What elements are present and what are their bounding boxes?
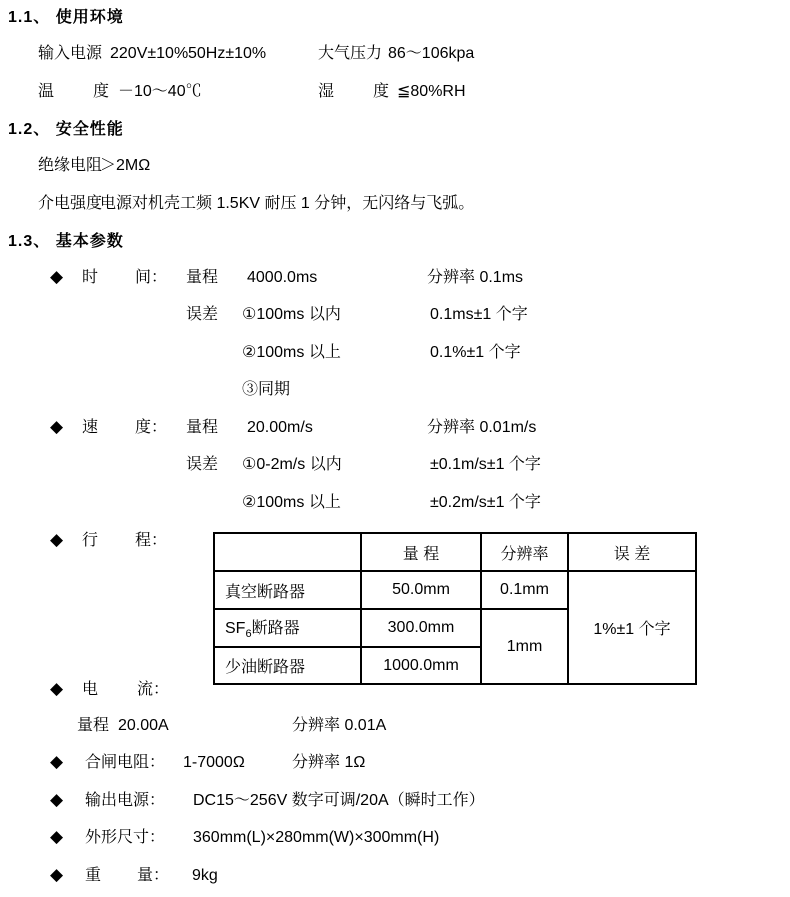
- diamond-bullet-icon: ◆: [50, 752, 64, 771]
- dielectric-label: 介电强度: [38, 195, 103, 212]
- diamond-bullet-icon: ◆: [50, 865, 64, 884]
- weight-label-a: 重: [85, 867, 102, 884]
- dimensions-value: 360mm(L)×280mm(W)×300mm(H): [193, 829, 440, 846]
- time-error-label: 误差: [186, 306, 219, 323]
- speed-label-a: 速: [82, 419, 99, 436]
- time-range-label: 量程: [186, 269, 219, 286]
- diamond-bullet-icon: ◆: [50, 827, 64, 846]
- input-power-label: 输入电源: [38, 45, 103, 62]
- humidity-value: ≦80%RH: [397, 83, 466, 100]
- breaker-name-cell: $SF_6$断路器: [214, 609, 361, 647]
- diamond-bullet-icon: ◆: [50, 417, 64, 436]
- range-cell: 50.0mm: [361, 571, 481, 609]
- dimensions-label: 外形尺寸：: [85, 829, 166, 846]
- current-range-label: 量程: [77, 717, 110, 734]
- time-error2: ②100ms 以上: [242, 344, 341, 361]
- diamond-bullet-icon: ◆: [50, 790, 64, 809]
- resolution-cell: 0.1mm: [481, 571, 568, 609]
- diamond-bullet-icon: ◆: [50, 530, 64, 549]
- travel-spec-table: [213, 532, 697, 685]
- insulation-label: 绝缘电阻: [38, 157, 103, 174]
- error-merged-cell: 1%±1 个字: [568, 571, 696, 684]
- range-cell: 1000.0mm: [361, 647, 481, 684]
- dielectric-value: 电源对机壳工频 1.5KV 耐压 1 分钟，无闪络与飞弧。: [100, 195, 475, 212]
- travel-label-a: 行: [82, 532, 99, 549]
- closing-resistor-value: 1-7000Ω: [183, 754, 245, 771]
- resolution-merged-cell: 1mm: [481, 609, 568, 684]
- humidity-label-b: 度: [373, 83, 390, 100]
- weight-label-b: 量：: [137, 867, 170, 884]
- time-error1: ①100ms 以内: [242, 306, 341, 323]
- section-1-2-heading: 1.2、 安全性能: [8, 121, 124, 138]
- diamond-bullet-icon: ◆: [50, 679, 64, 698]
- speed-label-b: 度：: [135, 419, 168, 436]
- current-label-a: 电: [82, 681, 99, 698]
- speed-error1: ①0-2m/s 以内: [242, 456, 342, 473]
- temp-label-a: 温: [38, 83, 55, 100]
- pressure-label: 大气压力: [318, 45, 383, 62]
- time-resolution: 分辨率 0.1ms: [427, 269, 524, 286]
- travel-label-b: 程：: [135, 532, 168, 549]
- time-error2-value: 0.1%±1 个字: [430, 344, 521, 361]
- input-power-frequency: 50Hz±10%: [188, 45, 267, 62]
- diamond-bullet-icon: ◆: [50, 267, 64, 286]
- speed-range-value: 20.00m/s: [247, 419, 313, 436]
- time-label-a: 时: [82, 269, 99, 286]
- speed-range-label: 量程: [186, 419, 219, 436]
- time-label-b: 间：: [135, 269, 168, 286]
- input-power-voltage: 220V±10%: [110, 45, 189, 62]
- section-1-3-heading: 1.3、 基本参数: [8, 233, 124, 250]
- time-range-value: 4000.0ms: [247, 269, 318, 286]
- speed-error2: ②100ms 以上: [242, 494, 341, 511]
- current-resolution: 分辨率 0.01A: [292, 717, 387, 734]
- range-cell: 300.0mm: [361, 609, 481, 647]
- closing-resistor-label: 合闸电阻：: [85, 754, 166, 771]
- weight-value: 9kg: [192, 867, 218, 884]
- temp-value: －10～40℃: [118, 83, 202, 100]
- current-label-b: 流：: [137, 681, 170, 698]
- speed-error1-value: ±0.1m/s±1 个字: [430, 456, 541, 473]
- closing-resistor-resolution: 分辨率 1Ω: [292, 754, 366, 771]
- insulation-value: ＞2MΩ: [100, 157, 151, 174]
- time-error1-value: 0.1ms±1 个字: [430, 306, 528, 323]
- pressure-value: 86～106kpa: [388, 45, 475, 62]
- speed-resolution: 分辨率 0.01m/s: [427, 419, 537, 436]
- breaker-name-cell: 真空断路器: [214, 571, 361, 609]
- table-header-range: 量 程: [361, 533, 481, 571]
- current-range-value: 20.00A: [118, 717, 169, 734]
- table-row: [214, 571, 696, 609]
- table-header-error: 误 差: [568, 533, 696, 571]
- speed-error2-value: ±0.2m/s±1 个字: [430, 494, 541, 511]
- breaker-name-cell: 少油断路器: [214, 647, 361, 684]
- table-header-resolution: 分辨率: [481, 533, 568, 571]
- temp-label-b: 度: [93, 83, 110, 100]
- section-1-1-heading: 1.1、 使用环境: [8, 9, 124, 26]
- table-header-blank: [214, 533, 361, 571]
- output-power-label: 输出电源：: [85, 792, 166, 809]
- humidity-label-a: 湿: [318, 83, 335, 100]
- output-power-value: DC15～256V 数字可调/20A（瞬时工作）: [193, 792, 485, 809]
- speed-error-label: 误差: [186, 456, 219, 473]
- time-error3: ③同期: [242, 381, 291, 398]
